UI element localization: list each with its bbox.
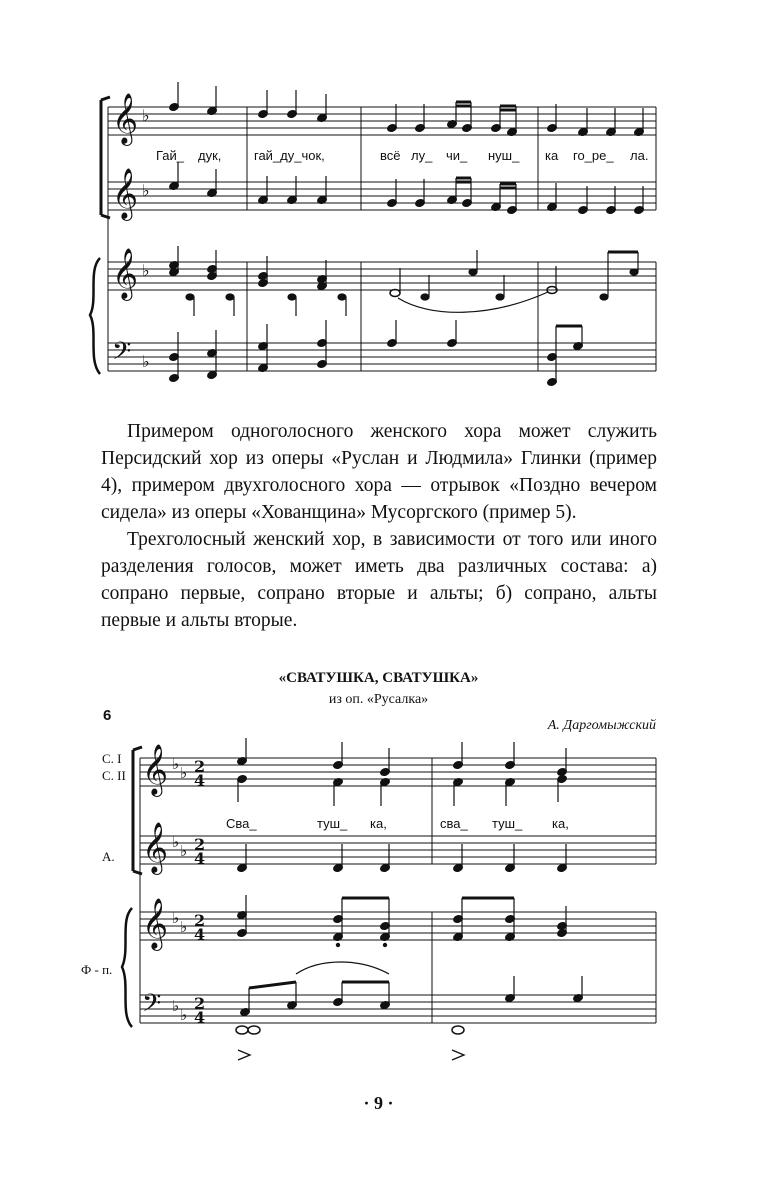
flat-key-icon: ♭ [180, 918, 188, 936]
flat-key-icon: ♭ [142, 181, 150, 200]
piano-brace [90, 258, 100, 374]
notes-piano-treble-1 [169, 246, 638, 316]
paragraph-1: Примером одноголосного женского хора может служить Персидский хор из оперы «Руслан и Людмила» Глинки (пример 4), примером двухголосного хора — отрывок «Поздно вечером сидела» из оперы «Хованщина» Мусоргского (пример 5). [101, 421, 657, 523]
treble-clef-icon: 𝄞 [142, 898, 169, 949]
lyric-syllable: гай_ду_чок, [254, 148, 325, 163]
time-signature-top: 2 [194, 911, 206, 930]
flat-key-icon: ♭ [172, 755, 180, 773]
time-signature-bottom: 4 [194, 849, 206, 868]
lyric-syllable: ка [545, 148, 559, 163]
composer-name: А. Даргомыжский [547, 718, 656, 733]
lyric-syllable: туш_ [492, 816, 523, 831]
example-subtitle: из оп. «Русалка» [328, 692, 429, 707]
lyric-syllable: чи_ [446, 148, 468, 163]
page-number: · 9 · [363, 1093, 394, 1113]
lyric-syllable: дук, [198, 148, 222, 163]
notes-piano-bass-6 [236, 976, 583, 1034]
voice-label-soprano-2: С. II [102, 768, 126, 783]
example-number: 6 [103, 707, 112, 724]
treble-clef-icon: 𝄞 [142, 822, 169, 873]
paragraph-2: Трехголосный женский хор, в зависимости от того или иного разделения голосов, может иметь два различных состава: а) сопрано первые, сопрано вторые и альты; б) сопрано, альты первые и альты вторые. [101, 529, 657, 631]
example-title: «СВАТУШКА, СВАТУШКА» [278, 670, 479, 686]
staff-lines-a [140, 836, 656, 864]
lyric-syllable: ла. [630, 148, 649, 163]
flat-key-icon: ♭ [180, 1006, 188, 1024]
lyric-syllable: ка, [370, 816, 387, 831]
music-score-example-6 [0, 730, 757, 1070]
piano-brace [122, 908, 132, 1027]
lyric-syllable: го_ре_ [573, 148, 614, 163]
time-signature-bottom: 4 [194, 1008, 206, 1027]
flat-key-icon: ♭ [180, 764, 188, 782]
lyrics-excerpt-1 [156, 148, 648, 163]
treble-clef-icon: 𝄞 [112, 248, 139, 299]
treble-clef-icon: 𝄞 [112, 168, 139, 219]
flat-key-icon: ♭ [172, 997, 180, 1015]
accent-mark [238, 1050, 250, 1060]
lyrics-example-6 [226, 816, 569, 831]
time-signature-top: 2 [194, 835, 206, 854]
lyric-syllable: Сва_ [226, 816, 257, 831]
staff-lines-s [140, 758, 656, 786]
notes-staff-2 [169, 162, 645, 215]
flat-key-icon: ♭ [142, 352, 150, 371]
lyric-syllable: всё [380, 148, 401, 163]
time-signature-top: 2 [194, 757, 206, 776]
choir-bracket [133, 747, 142, 874]
body-text [101, 418, 657, 634]
choir-bracket [101, 97, 110, 218]
bass-clef-icon: 𝄢 [142, 989, 162, 1024]
flat-key-icon: ♭ [172, 833, 180, 851]
staff-lines-2 [108, 182, 656, 210]
voice-label-piano: Ф - п. [81, 962, 113, 977]
accent-mark [452, 1050, 464, 1060]
time-signature-bottom: 4 [194, 771, 206, 790]
flat-key-icon: ♭ [180, 842, 188, 860]
flat-key-icon: ♭ [142, 261, 150, 280]
notes-alto [237, 844, 568, 873]
lyric-syllable: ка, [552, 816, 569, 831]
bass-clef-icon: 𝄢 [112, 337, 132, 372]
notes-piano-bass-1 [169, 320, 584, 387]
flat-key-icon: ♭ [142, 106, 150, 125]
lyric-syllable: туш_ [317, 816, 348, 831]
lyric-syllable: нуш_ [488, 148, 520, 163]
treble-clef-icon: 𝄞 [112, 93, 139, 144]
treble-clef-icon: 𝄞 [142, 744, 169, 795]
time-signature-bottom: 4 [194, 925, 206, 944]
staff-lines-1 [108, 107, 656, 135]
lyric-syllable: сва_ [440, 816, 468, 831]
staff-lines-3 [108, 262, 656, 290]
time-signature-top: 2 [194, 994, 206, 1013]
flat-key-icon: ♭ [172, 909, 180, 927]
notes-piano-treble-6 [237, 895, 568, 947]
music-score-excerpt-1 [0, 0, 757, 400]
voice-label-alto: А. [102, 849, 115, 864]
lyric-syllable: Гай_ [156, 148, 185, 163]
lyric-syllable: лу_ [411, 148, 433, 163]
voice-label-soprano-1: С. I [102, 751, 122, 766]
staff-lines-p-treble [140, 912, 656, 940]
